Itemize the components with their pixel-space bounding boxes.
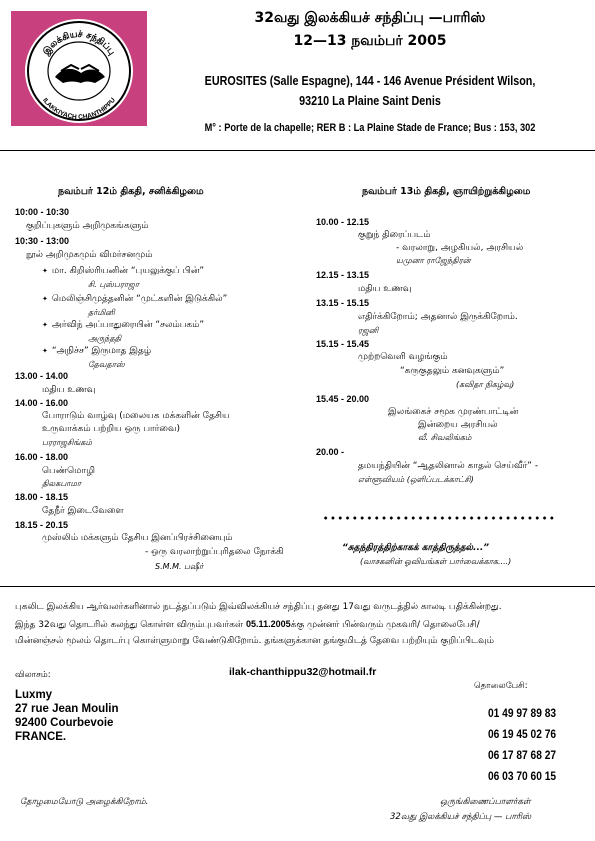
day2-slot-1-title-2: - வரலாறு, அழகியல், அரசியல் — [396, 243, 524, 253]
day1-slot-6-time: 18.00 - 18.15 — [15, 492, 69, 502]
day2-slot-2-title: மதிய உணவு — [358, 284, 412, 294]
address-line-3: 92400 Courbevoie — [15, 717, 114, 729]
invitation-line-3: மின்னஞ்சல் மூலம் தொடர்பு கொள்ளுமாறு வேண்டுகிறோம். தங்களுக்கான தங்குமிடத் தேவை பற்றியும் குறிப்பிடவும் — [15, 636, 494, 646]
logo-arc-text: இலக்கியச் சந்திப்பு — [41, 29, 117, 58]
address-line-2: 27 rue Jean Moulin — [15, 703, 119, 715]
day2-slot-5-title-2: இன்றைய அரசியல் — [418, 420, 498, 430]
contact-email[interactable]: ilak-chanthippu32@hotmail.fr — [229, 666, 377, 678]
day2-slot-6-time: 20.00 - — [316, 447, 345, 457]
footer-organizers: ஒருங்கிணைப்பாளர்கள் — [440, 797, 531, 807]
address-line-4: FRANCE. — [15, 731, 67, 743]
day2-slot-4-title: முற்றவெளி வழங்கும் — [358, 352, 448, 362]
event-title: 32வது இலக்கியச் சந்திப்பு —பாரிஸ் — [254, 10, 486, 26]
day1-slot-6-title: தேநீர் இடைவேளை — [42, 506, 124, 516]
address-label: விலாசம்: — [15, 670, 51, 680]
book-review-4-speaker: தேவதாஸ் — [88, 360, 125, 369]
book-review-2-speaker: தர்மினி — [88, 308, 115, 317]
deadline-date: 05.11.2005 — [246, 619, 291, 629]
invitation-line-2-b: க்கு முன்னர் பின்வரும் முகவரி/ தொலைபேசி/ — [290, 620, 480, 630]
day2-slot-1-title: குறுந் திரைப்படம் — [358, 230, 431, 240]
venue-line-1: EUROSITES (Salle Espagne), 144 - 146 Avenue Président Wilson, — [204, 74, 536, 88]
venue-line-2-text: 93210 La Plaine Saint Denis — [299, 94, 441, 108]
day2-slot-5-title: இலங்கைச் சமூக முரண்பாட்டின் — [388, 407, 519, 417]
transport-info: M° : Porte de la chapelle; RER B : La Plaine Stade de France; Bus : 153, 302 — [204, 122, 536, 134]
address-block — [15, 688, 119, 744]
day1-slot-7-title-2: - ஒரு வரலாற்றுப்புரிதலை நோக்கி — [145, 547, 284, 557]
footer-greeting: தோழமையோடு அழைக்கிறோம். — [20, 797, 149, 807]
day1-slot-5-time: 16.00 - 18.00 — [15, 452, 69, 462]
day2-slot-5-speaker: வீ. சிவலிங்கம் — [418, 433, 472, 442]
invitation-line-1: புகலிட இலக்கிய ஆர்வலர்களினால் நடத்தப்படும் இவ்விலக்கியச் சந்திப்பு தனது 17வது வருடத்தில் காலடி பதிக்கின்றது. — [15, 602, 502, 612]
day2-slot-3-time: 13.15 - 15.15 — [316, 298, 370, 308]
phone-number-2[interactable]: 06 19 45 02 76 — [488, 727, 557, 741]
book-review-1-speaker: சி. புஸ்பராஜா — [88, 280, 140, 289]
phone-number-3[interactable]: 06 17 87 68 27 — [488, 748, 557, 762]
day2-slot-1-time: 10.00 - 12.15 — [316, 217, 370, 227]
book-review-1: ✦ மா. கிறிஸ்ரியனின் “புயலுக்குப் பின்” — [42, 266, 204, 277]
day1-slot-3-title: மதிய உணவு — [42, 385, 96, 395]
book-review-3: ✦ அர்விந் அப்பாதுரையின் “சலம்பகம்” — [42, 320, 204, 331]
day1-slot-1-time: 10:00 - 10:30 — [15, 207, 70, 217]
day1-slot-2-time: 10:30 - 13:00 — [15, 236, 70, 246]
day1-slot-5-speaker: திலகபாமா — [42, 479, 82, 488]
invitation-line-2-a: இந்த 32வது தொடரில் கலந்து கொள்ள விரும்புபவர்கள் — [15, 620, 244, 630]
day1-slot-7-speaker: S.M.M. பஷீர் — [155, 562, 204, 571]
event-dates: 12—13 நவம்பர் 2005 — [293, 33, 447, 49]
day2-slot-3-title: எதிர்க்கிறோம்; அதனால் இருக்கிறோம். — [358, 312, 518, 322]
day1-slot-4-time: 14.00 - 16.00 — [15, 398, 69, 408]
program-divider — [0, 586, 595, 587]
book-review-2: ✦ மெலிஞ்சிமுத்தனின் “முட்களின் இடுக்கில்” — [42, 294, 227, 305]
phone-number-1[interactable]: 01 49 97 89 83 — [488, 706, 557, 720]
event-logo — [11, 11, 147, 126]
day1-slot-1-title: குறிப்புகளும் அறிமுகங்களும் — [26, 221, 149, 231]
day1-slot-2-title: நூல் அறிமுகமும் விமர்சனமும் — [26, 250, 153, 260]
exhibition-note: (வாசகனின் ஓவியங்கள் பார்வைக்காக....) — [360, 557, 512, 566]
day1-slot-3-time: 13.00 - 14.00 — [15, 371, 69, 381]
day2-slot-4-title-2: “கருகுதலும் கனவுகளும்” — [400, 366, 505, 376]
day2-slot-5-time: 15.45 - 20.00 — [316, 394, 370, 404]
address-line-1: Luxmy — [15, 689, 53, 701]
day1-slot-4-speaker: பரராஜசிங்கம் — [42, 438, 92, 447]
exhibition-quote: “சுதந்திரத்திற்காகக் காத்திருத்தல்...” — [342, 543, 490, 553]
day1-slot-4-title: போராடும் வாழ்வு (மலையக மக்களின் தேசிய — [42, 411, 230, 421]
phone-number-4[interactable]: 06 03 70 60 15 — [488, 769, 557, 783]
day1-slot-4-title-2: உருவாக்கம் பற்றிய ஒரு பார்வை) — [42, 424, 181, 434]
day2-slot-3-speaker: ரஜனி — [358, 326, 379, 335]
day2-slot-4-speaker: (கவிதா நிகழ்வு) — [456, 380, 515, 389]
book-review-4: ✦ “அநிச்ச” இருமாத இதழ் — [42, 346, 151, 357]
day1-slot-7-time: 18.15 - 20.15 — [15, 520, 69, 530]
day2-slot-1-speaker: யமுனா ராஜேந்திரன் — [396, 256, 471, 265]
dotted-divider — [322, 516, 554, 520]
day2-heading: நவம்பர் 13ம் திகதி, ஞாயிற்றுக்கிழமை — [362, 186, 531, 197]
day2-slot-4-time: 15.15 - 15.45 — [316, 339, 370, 349]
header-divider — [0, 150, 595, 151]
day2-slot-6-title-2: எள்ளூவியம் (ஒளிப்படக்காட்சி) — [358, 475, 474, 484]
logo-emblem — [11, 11, 147, 126]
day2-slot-6-title: தமயந்தியின் “ஆதலினால் காதல் செய்வீர்” - — [358, 461, 539, 471]
logo-lower-text: ILAKKIYACH CHANTHIPPU — [41, 96, 117, 122]
day1-slot-7-title: முஸ்லிம் மக்களும் தேசிய இனப்பிரச்சினையும் — [42, 533, 233, 543]
day1-slot-5-title: பெண்மொழி — [42, 466, 95, 476]
book-review-3-speaker: அருந்ததி — [88, 334, 122, 343]
day1-heading: நவம்பர் 12ம் திகதி, சனிக்கிழமை — [58, 186, 204, 197]
invitation-line-2 — [15, 616, 585, 633]
phone-label: தொலைபேசி: — [474, 681, 528, 691]
day2-slot-2-time: 12.15 - 13.15 — [316, 270, 370, 280]
venue-line-2 — [181, 94, 559, 108]
footer-event-name: 32வது இலக்கியச் சந்திப்பு — பாரிஸ் — [390, 812, 532, 822]
